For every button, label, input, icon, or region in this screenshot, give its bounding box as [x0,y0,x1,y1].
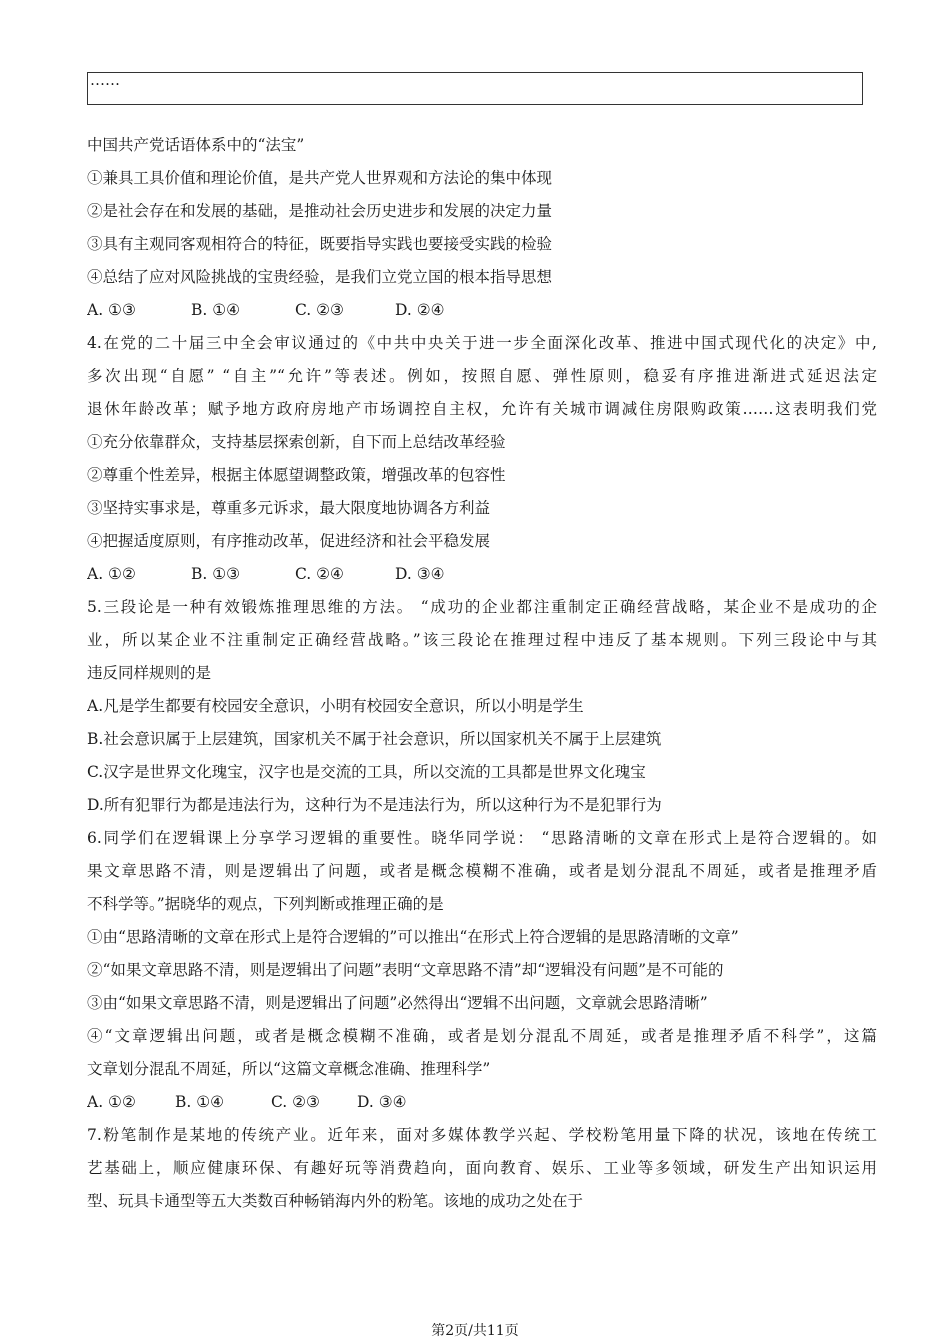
q3-option-b[interactable]: B. ①④ [191,301,241,319]
q5-option-a[interactable]: A.凡是学生都要有校园安全意识，小明有校园安全意识，所以小明是学生 [87,697,584,715]
q5-stem-1: 5.三段论是一种有效锻炼推理思维的方法。 “成功的企业都注重制定正确经营战略，某企业不是成功的企 [87,598,877,616]
q6-stem-3: 不科学等。”据晓华的观点，下列判断或推理正确的是 [87,895,444,913]
q6-option-b[interactable]: B. ①④ [175,1093,225,1111]
q3-options [87,294,877,327]
continued-text-box [87,72,863,105]
q5-option-c[interactable]: C.汉字是世界文化瑰宝，汉字也是交流的工具，所以交流的工具都是世界文化瑰宝 [87,763,646,781]
q4-statement-3: ③坚持实事求是，尊重多元诉求，最大限度地协调各方利益 [87,499,491,517]
q3-option-c[interactable]: C. ②③ [295,301,344,319]
q6-statement-3: ③由“如果文章思路不清，则是逻辑出了问题”必然得出“逻辑不出问题，文章就会思路清晰” [87,994,708,1012]
q4-option-d[interactable]: D. ③④ [395,565,445,583]
q7-stem-1: 7.粉笔制作是某地的传统产业。近年来，面对多媒体教学兴起、学校粉笔用量下降的状况，该地在传统工 [87,1126,877,1144]
q4-option-a[interactable]: A. ①② [87,565,136,583]
q5-stem-3: 违反同样规则的是 [87,664,212,682]
q4-options [87,558,877,591]
q7-stem-2: 艺基础上，顺应健康环保、有趣好玩等消费趋向，面向教育、娱乐、工业等多领域，研发生产出知识运用 [87,1159,877,1177]
q7-stem-3: 型、玩具卡通型等五大类数百种畅销海内外的粉笔。该地的成功之处在于 [87,1192,584,1210]
q3-statement-2: ②是社会存在和发展的基础，是推动社会历史进步和发展的决定力量 [87,202,553,220]
q4-stem-1: 4.在党的二十届三中全会审议通过的《中共中央关于进一步全面深化改革、推进中国式现代化的决定》中, [87,334,877,352]
q4-option-b[interactable]: B. ①③ [191,565,241,583]
q6-statement-4: ④“文章逻辑出问题，或者是概念模糊不准确，或者是划分混乱不周延，或者是推理矛盾不科学”，这篇 [87,1027,877,1045]
q6-statement-1: ①由“思路清晰的文章在形式上是符合逻辑的”可以推出“在形式上符合逻辑的是思路清晰的文章” [87,928,739,946]
q4-statement-2: ②尊重个性差异，根据主体愿望调整政策，增强改革的包容性 [87,466,506,484]
q6-stem-1: 6.同学们在逻辑课上分享学习逻辑的重要性。晓华同学说： “思路清晰的文章在形式上是符合逻辑的。如 [87,829,877,847]
q6-options [87,1086,877,1119]
q4-statement-1: ①充分依靠群众，支持基层探索创新，自下而上总结改革经验 [87,433,506,451]
page-number: 第2页/共11页 [431,1323,519,1339]
q4-option-c[interactable]: C. ②④ [295,565,344,583]
q3-statement-3: ③具有主观同客观相符合的特征，既要指导实践也要接受实践的检验 [87,235,553,253]
q6-statement-4-cont: 文章划分混乱不周延，所以“这篇文章概念准确、推理科学” [87,1060,491,1078]
ellipsis-text: …… [90,71,120,89]
q5-option-b[interactable]: B.社会意识属于上层建筑，国家机关不属于社会意识，所以国家机关不属于上层建筑 [87,730,662,748]
q4-statement-4: ④把握适度原则，有序推动改革，促进经济和社会平稳发展 [87,532,491,550]
q4-stem-2: 多次出现“自愿” “自主”“允许”等表述。例如，按照自愿、弹性原则，稳妥有序推进渐进式延迟法定 [87,367,877,385]
q6-statement-2: ②“如果文章思路不清，则是逻辑出了问题”表明“文章思路不清”却“逻辑没有问题”是不可能的 [87,961,724,979]
q6-option-a[interactable]: A. ①② [87,1093,136,1111]
q5-option-d[interactable]: D.所有犯罪行为都是违法行为，这种行为不是违法行为，所以这种行为不是犯罪行为 [87,796,662,814]
q6-option-d[interactable]: D. ③④ [357,1093,407,1111]
q3-stem-tail: 中国共产党话语体系中的“法宝” [87,136,305,154]
q5-stem-2: 业，所以某企业不注重制定正确经营战略。”该三段论在推理过程中违反了基本规则。下列三段论中与其 [87,631,877,649]
q6-stem-2: 果文章思路不清，则是逻辑出了问题，或者是概念模糊不准确，或者是划分混乱不周延，或者是推理矛盾 [87,862,877,880]
q4-stem-3: 退休年龄改革；赋予地方政府房地产市场调控自主权，允许有关城市调减住房限购政策……这表明我们党 [87,400,877,418]
question-content [87,129,877,1218]
q3-statement-1: ①兼具工具价值和理论价值，是共产党人世界观和方法论的集中体现 [87,169,553,187]
q3-option-d[interactable]: D. ②④ [395,301,445,319]
q3-statement-4: ④总结了应对风险挑战的宝贵经验，是我们立党立国的根本指导思想 [87,268,553,286]
q6-option-c[interactable]: C. ②③ [271,1093,320,1111]
q3-option-a[interactable]: A. ①③ [87,301,136,319]
